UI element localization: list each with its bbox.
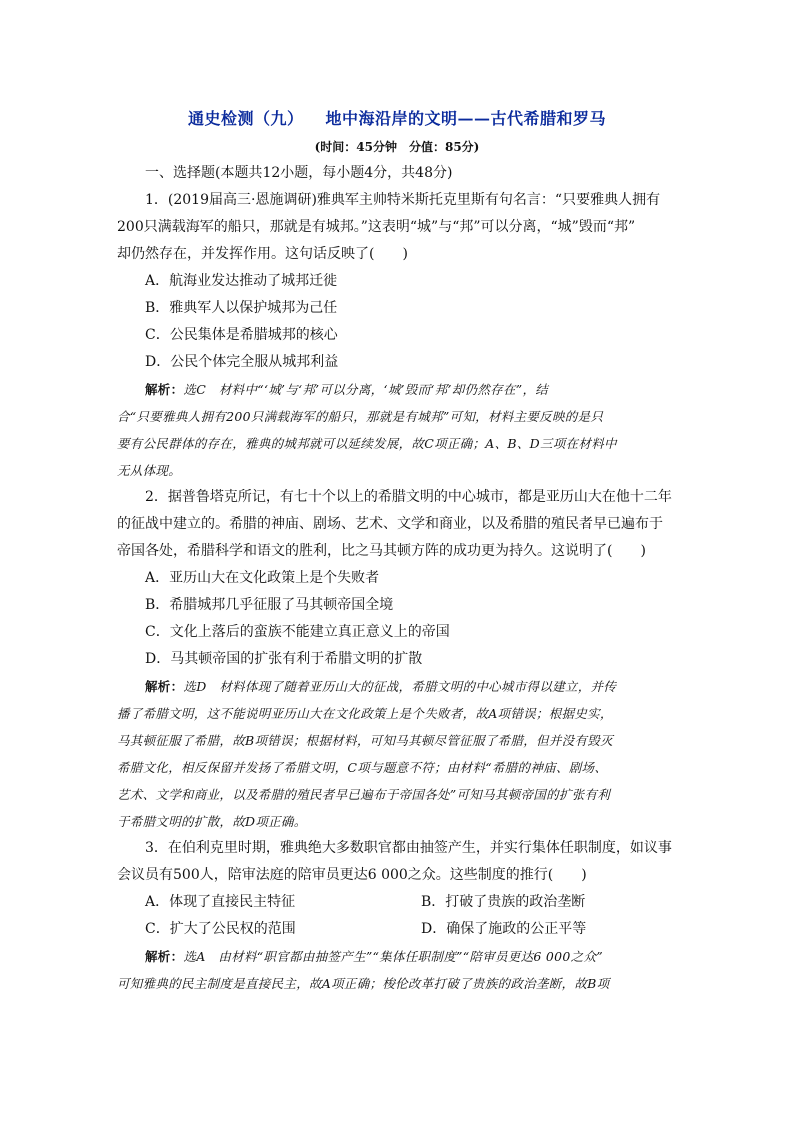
q3-options-row	[117, 916, 679, 943]
q3-option-b: B．打破了贵族的政治垄断	[421, 894, 586, 910]
q1-option-b: B．雅典军人以保护城邦为己任	[145, 300, 338, 316]
analysis-label: 解析：	[145, 382, 184, 397]
analysis-label: 解析：	[145, 679, 184, 694]
q2-analysis-line: 于希腊文明的扩散，故D项正确。	[117, 814, 307, 829]
q1-analysis-line: 合“只要雅典人拥有200只满载海军的船只，那就是有城邦”可知，材料主要反映的是只	[117, 409, 604, 424]
q1-analysis-line: 解析：选C 材料中“‘城’与‘邦’可以分离，‘城’毁而‘邦’却仍然存在”，结	[145, 382, 549, 397]
q1-stem-line: 200只满载海军的船只，那就是有城邦。”这表明“城”与“邦”可以分离，“城”毁而“邦”	[117, 219, 636, 235]
q2-option-a: A．亚历山大在文化政策上是个失败者	[145, 570, 380, 586]
q3-option-a: A．体现了直接民主特征	[145, 894, 296, 910]
q3-stem-line: 会议员有500人，陪审法庭的陪审员更达6 000之众。这些制度的推行( )	[117, 867, 587, 883]
q1-option-d: D．公民个体完全服从城邦利益	[145, 354, 339, 370]
q1-analysis-line: 要有公民群体的存在，雅典的城邦就可以延续发展，故C项正确；A、B、D三项在材料中	[117, 436, 617, 451]
q1-option-c: C．公民集体是希腊城邦的核心	[145, 327, 338, 343]
q2-analysis-line: 希腊文化，相反保留并发扬了希腊文明，C项与题意不符；由材料“希腊的神庙、剧场、	[117, 760, 608, 775]
q3-analysis-line: 可知雅典的民主制度是直接民主，故A项正确；梭伦改革打破了贵族的政治垄断，故B项	[117, 976, 610, 991]
exam-content	[117, 160, 679, 997]
q2-analysis-line: 解析：选D 材料体现了随着亚历山大的征战，希腊文明的中心城市得以建立，并传	[145, 679, 617, 694]
q1-stem-line: 1．(2019届高三·恩施调研)雅典军主帅特米斯托克里斯有句名言：“只要雅典人拥有	[145, 192, 661, 208]
q3-option-d: D．确保了施政的公正平等	[421, 921, 587, 937]
q1-analysis-line: 无从体现。	[117, 463, 182, 478]
q2-analysis-line: 艺术、文学和商业，以及希腊的殖民者早已遍布于帝国各处”可知马其顿帝国的扩张有利	[117, 787, 611, 802]
q3-options-row	[117, 889, 679, 916]
q3-option-c: C．扩大了公民权的范围	[145, 921, 296, 937]
q1-option-a: A．航海业发达推动了城邦迁徙	[145, 273, 338, 289]
title-left: 通史检测（九）	[187, 109, 304, 128]
q2-option-d: D．马其顿帝国的扩张有利于希腊文明的扩散	[145, 651, 423, 667]
q2-option-c: C．文化上落后的蛮族不能建立真正意义上的帝国	[145, 624, 450, 640]
exam-meta: (时间：45分钟 分值：85分)	[314, 140, 480, 154]
section-heading: 一、选择题(本题共12小题，每小题4分，共48分)	[145, 165, 453, 181]
page-title	[0, 106, 794, 129]
q3-stem-line: 3．在伯利克里时期，雅典绝大多数职官都由抽签产生，并实行集体任职制度，如议事	[145, 840, 672, 856]
q2-stem-line: 帝国各处，希腊科学和语文的胜利，比之马其顿方阵的成功更为持久。这说明了( )	[117, 543, 646, 559]
title-right: 地中海沿岸的文明——古代希腊和罗马	[325, 109, 607, 128]
q2-analysis-line: 马其顿征服了希腊，故B项错误；根据材料，可知马其顿尽管征服了希腊，但并没有毁灭	[117, 733, 613, 748]
q3-analysis-line: 解析：选A 由材料“职官都由抽签产生”“集体任职制度”“陪审员更达6 000之众”	[145, 949, 603, 964]
analysis-label: 解析：	[145, 949, 184, 964]
q1-stem-line: 却仍然存在，并发挥作用。这句话反映了( )	[117, 246, 408, 262]
q2-stem-line: 2．据普鲁塔克所记，有七十个以上的希腊文明的中心城市，都是亚历山大在他十二年	[145, 489, 672, 505]
q2-analysis-line: 播了希腊文明，这不能说明亚历山大在文化政策上是个失败者，故A项错误；根据史实，	[117, 706, 613, 721]
q2-option-b: B．希腊城邦几乎征服了马其顿帝国全境	[145, 597, 394, 613]
q2-stem-line: 的征战中建立的。希腊的神庙、剧场、艺术、文学和商业，以及希腊的殖民者早已遍布于	[117, 516, 663, 532]
